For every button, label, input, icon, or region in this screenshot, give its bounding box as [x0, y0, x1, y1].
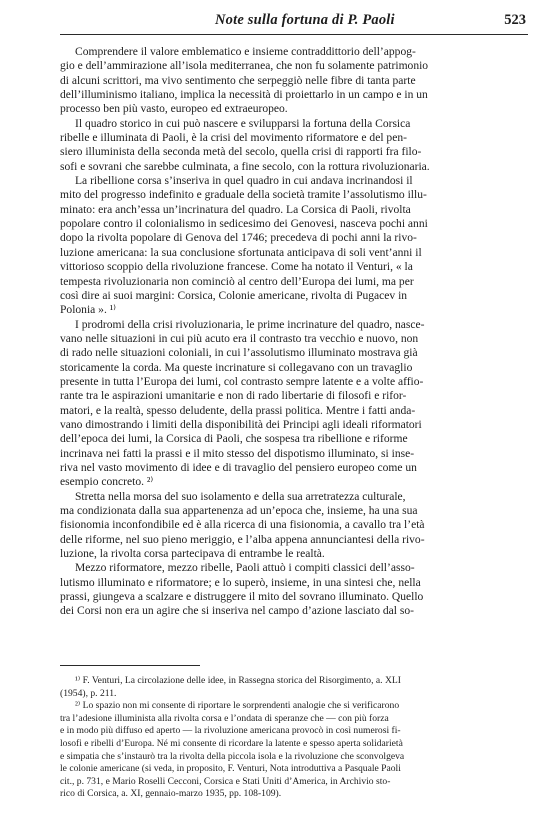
footnote-line-text: rico di Corsica, a. XI, gennaio-marzo 1935, pp. 108-109). — [60, 788, 282, 800]
text-line — [60, 447, 530, 461]
text-line-text: vano nelle situazioni in cui più acuto era il contrasto tra vecchio e nuovo, non — [60, 332, 419, 345]
text-line — [60, 475, 530, 489]
text-line — [60, 461, 530, 475]
footnotes — [60, 675, 530, 801]
text-line — [60, 260, 530, 274]
text-line — [60, 518, 530, 532]
text-line — [60, 432, 530, 446]
text-line — [60, 59, 530, 73]
text-line — [60, 117, 530, 131]
text-line-text: Comprendere il valore emblematico e insieme contraddittorio dell’appog- — [75, 46, 416, 58]
footnote-line — [60, 751, 530, 764]
text-line — [60, 160, 530, 174]
text-line-text: lutismo illuminato e riformatore; e lo superò, insieme, in una sintesi che, nella — [60, 576, 421, 589]
text-line — [60, 203, 530, 217]
footnote-line-text: ²⁾ Lo spazio non mi consente di riportare le sorprendenti analogie che si verificarono — [75, 700, 400, 712]
footnote-line — [60, 725, 530, 738]
footnote-line-text: ¹⁾ F. Venturi, La circolazione delle idee, in Rassegna storica del Risorgimento, a. XLI — [75, 675, 401, 686]
running-title: Note sulla fortuna di P. Paoli — [215, 12, 395, 28]
text-line-text: così dire ai suoi margini: Corsica, Colonie americane, rivolta di Pugacev in — [60, 289, 408, 302]
text-line-text: delle riforme, nel suo pieno meriggio, e l’alba appena annunciantesi della rivo- — [60, 533, 425, 546]
footnote-line — [60, 776, 530, 789]
text-line — [60, 604, 530, 618]
text-line — [60, 318, 530, 332]
text-line-text: sofi e sovrani che sarebbe culminata, a fine secolo, con la rottura rivoluzionaria. — [60, 160, 430, 173]
footnote-line-text: e in modo più diffuso ed aperto — la rivoluzione americana provocò in così numerosi fi- — [60, 725, 401, 737]
text-line — [60, 246, 530, 260]
text-line — [60, 45, 530, 59]
page-number: 523 — [504, 12, 526, 28]
footnote-line — [60, 788, 530, 801]
text-line-text: dopo la rivolta popolare di Genova del 1746; precedeva di pochi anni la rivo- — [60, 232, 417, 245]
text-line-text: dei Corsi non era un agire che si inseriva nel campo d’azione lasciato dal so- — [60, 605, 414, 618]
text-line — [60, 418, 530, 432]
text-line-text: tempesta rivoluzionaria non cominciò al centro dell’Europa dei lumi, ma per — [60, 275, 414, 288]
text-line — [60, 346, 530, 360]
text-line-text: processo ben più vasto, europeo ed extraeuropeo. — [60, 103, 288, 116]
text-line-text: fisionomia inconfondibile ed è alla ricerca di una fisionomia, a cavallo tra l’età — [60, 519, 425, 532]
footnote-line-text: le colonie americane (si veda, in proposito, F. Venturi, Nota introduttiva a Pasquale Paoli — [60, 763, 401, 775]
text-line — [60, 88, 530, 102]
text-line — [60, 231, 530, 245]
text-line-text: Il quadro storico in cui può nascere e svilupparsi la fortuna della Corsica — [75, 117, 411, 130]
text-line-text: rante tra le aspirazioni umanitarie e non di rado libertarie di filosofi e rifor- — [60, 390, 407, 403]
footnote-line — [60, 738, 530, 751]
text-line-text: ribelle e illuminata di Paoli, è la crisi del movimento riformatore e del pen- — [60, 132, 407, 145]
footnote-rule — [60, 665, 200, 666]
text-line-text: Mezzo riformatore, mezzo ribelle, Paoli attuò i compiti classici dell’asso- — [75, 562, 415, 575]
text-line — [60, 102, 530, 116]
text-line — [60, 547, 530, 561]
text-line — [60, 375, 530, 389]
text-line-text: ma condizionata dalla sua appartenenza ad un’epoca che, insieme, ha una sua — [60, 505, 418, 517]
text-line-text: I prodromi della crisi rivoluzionaria, le prime incrinature del quadro, nasce- — [75, 318, 425, 331]
text-line-text: prassi, giungeva a scalzare e distruggere il mito del sovrano illuminato. Quello — [60, 591, 424, 604]
text-line-text: di rado nelle situazioni coloniali, in cui l’assolutismo illuminato mostrava già — [60, 347, 418, 360]
text-line — [60, 217, 530, 231]
text-line-text: minato: era anch’essa un’incrinatura del quadro. La Corsica di Paoli, rivolta — [60, 203, 411, 216]
text-line-text: esempio concreto. ²⁾ — [60, 476, 154, 489]
text-line-text: vano dimostrando i limiti della disponibilità dei Principi agli ideali riformatori — [60, 418, 422, 431]
text-line-text: luzione americana: la sua conclusione sfortunata anticipava di soli vent’anni il — [60, 246, 422, 259]
text-line — [60, 561, 530, 575]
text-line-text: Polonia ». ¹⁾ — [60, 304, 117, 317]
text-line — [60, 490, 530, 504]
footnote-line — [60, 763, 530, 776]
text-line-text: mito del progresso indefinito e graduale della società tramite l’assolutismo illu- — [60, 189, 427, 202]
footnote-line — [60, 713, 530, 726]
running-head — [60, 10, 528, 35]
text-line — [60, 131, 530, 145]
text-line-text: storicamente la corda. Ma queste incrinature si collegavano con un travaglio — [60, 361, 413, 374]
footnote-line — [60, 675, 530, 688]
text-line — [60, 289, 530, 303]
text-line — [60, 303, 530, 317]
footnote-line-text: losofi e ribelli d’Europa. Né mi consente di ricordare la latente e spesso aperta solidarietà — [60, 737, 403, 749]
footnote-line-text: (1954), p. 211. — [60, 687, 117, 699]
footnote-line — [60, 700, 530, 713]
text-line-text: La ribellione corsa s’inseriva in quel quadro in cui andava incrinandosi il — [75, 175, 413, 188]
text-line — [60, 504, 530, 518]
text-line — [60, 188, 530, 202]
text-line-text: presente in tutta l’Europa dei lumi, col contrasto sempre latente e a volte affio- — [60, 375, 424, 388]
text-line — [60, 174, 530, 188]
footnote-line-text: cit., p. 731, e Mario Roselli Cecconi, Corsica e Stati Uniti d’America, in Archivio sto- — [60, 775, 391, 787]
text-line-text: siero illuminista della seconda metà del secolo, quella crisi di rapporti fra filo- — [60, 146, 422, 159]
text-line — [60, 361, 530, 375]
text-line-text: dell’epoca dei lumi, la Corsica di Paoli, che sospesa tra ribellione e riforme — [60, 433, 408, 446]
text-line — [60, 590, 530, 604]
body-text — [60, 45, 530, 619]
footnote-line-text: tra l’adesione illuminista alla rivolta corsa e l’ondata di speranze che — con più forza — [60, 712, 389, 724]
text-line — [60, 404, 530, 418]
text-line — [60, 389, 530, 403]
text-line-text: incrinava nei fatti la prassi e il mito stesso del dispotismo illuminato, si inse- — [60, 447, 415, 460]
text-line-text: dell’illuminismo italiano, implica la necessità di proiettarlo in un campo e in un — [60, 89, 428, 102]
text-line-text: riva nel vasto movimento di idee e di travaglio del pensiero europeo come un — [60, 461, 417, 474]
footnote-line — [60, 688, 530, 701]
text-line — [60, 145, 530, 159]
text-line-text: popolare contro il colonialismo in sedicesimo dei Genovesi, nasceva pochi anni — [60, 218, 428, 231]
text-line — [60, 576, 530, 590]
text-line-text: vittorioso scoppio della rivoluzione francese. Come ha notato il Venturi, « la — [60, 261, 413, 274]
text-line-text: gio e dell’ammirazione all’isola mediterranea, che non fu solamente patrimonio — [60, 60, 429, 73]
text-line — [60, 533, 530, 547]
text-line — [60, 74, 530, 88]
footnote-line-text: e simpatia che s’instaurò tra la rivolta della piccola isola e la rivoluzione che sconvolgeva — [60, 750, 405, 762]
text-line-text: Stretta nella morsa del suo isolamento e della sua arretratezza culturale, — [75, 490, 406, 503]
text-line-text: di alcuni scrittori, ma vivo sentimento che serpeggiò nelle fibre di tanta parte — [60, 74, 416, 87]
text-line — [60, 275, 530, 289]
text-line — [60, 332, 530, 346]
text-line-text: matori, e la realtà, spesso deludente, della prassi politica. Mentre i fatti anda- — [60, 404, 416, 417]
text-line-text: luzione, la rivolta corsa partecipava di entrambe le realtà. — [60, 548, 325, 561]
